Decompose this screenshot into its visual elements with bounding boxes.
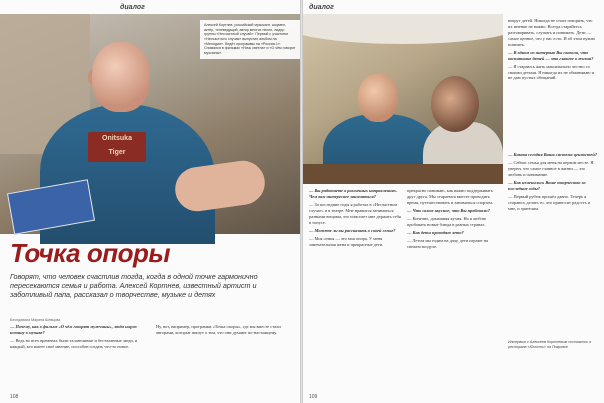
answer: прекрасно понимаю, как важно поддерживать друг друга. Мы стараемся вместе проводить время, путешествовать и заниматься спортом. <box>407 188 493 205</box>
question: — Как дети проводят лето? <box>407 229 464 235</box>
author-credit: Беседовала Марина Шевцова <box>10 318 61 322</box>
bio-box: Алексей Кортнев, российский музыкант, шоумен, актёр, телеведущий, автор многих песен, лидер группы «Несчастный случай». Первый с участием «Несчастного случая» выпустил альбом на «Мелодии». Ведёт программы на «Россия-1». Снимался в фильмах «Ночь светла» и «О чём говорят мужчины». <box>200 20 300 59</box>
answer: — Сейчас семья для меня на первом месте. Я уверен, что самое главное в жизни — это любовь и понимание. <box>508 159 594 177</box>
person-head <box>92 42 150 112</box>
column-a <box>309 188 403 388</box>
question: — Как изменилось Ваше творчество за последние годы? <box>508 179 586 191</box>
answer: вокруг детей. Никогда не стоит говорить, что их мнение не важно. Всегда старайтесь разговаривать, слушать и понимать. Дети — самое ценное, что у нас есть. И об этом нужно помнить. <box>508 18 596 47</box>
left-page <box>0 0 300 403</box>
right-page <box>303 0 604 403</box>
table <box>303 164 503 184</box>
answer: — За последние годы я работал в «Несчастном случае» и в театре. Мне нравится заниматься разными вещами, это помогает мне держать себя в тонусе. <box>309 201 401 225</box>
tshirt-logo: Onitsuka Tiger <box>88 132 146 162</box>
answer: — Первый рубеж прошёл давно. Теперь я стараюсь делать то, что приносит радость и мне, и зрителям. <box>508 193 591 211</box>
question: — Можете ли вы рассказать о своей семье? <box>309 227 396 233</box>
column-b <box>407 188 501 388</box>
answer: Ну, вот, например, программа «Точка опоры», где мы вместе стали авторами, которые пишут о том, что они думают по-настоящему. <box>156 324 281 335</box>
answer: — Конечно, домашняя кухня. Но я люблю пробовать новые блюда в разных странах. <box>407 215 487 227</box>
answer: — Я стараюсь жить максимально честно со своими детьми. Я никогда их не обманываю и не даю пустых обещаний. <box>508 63 594 81</box>
answer: — Летом мы ездим на дачу, дети играют на свежем воздухе. <box>407 237 489 249</box>
answer: — Моя семья — это моя опора. У меня замечательная жена и прекрасные дети. <box>309 235 384 247</box>
umbrella <box>303 14 503 44</box>
question: — Какова сегодня Ваша система ценностей? <box>508 152 597 157</box>
side-column <box>508 18 598 148</box>
interviewer-head <box>431 76 479 132</box>
answer: — Ведь во всех временах были талантливые и бесталанные люди, и каждый, кто имеет своё мнение, способен создать что-то новое. <box>10 337 138 349</box>
question: — В одном из интервью Вы сказали, что воспитание детей — это главное в жизни? <box>508 49 594 61</box>
section-label: диалог <box>309 4 334 11</box>
lead-paragraph: Говорят, что человек счастлив тогда, когда в одной точке гармонично пересекаются семья и работа. Алексей Кортнев, известный артист и заботливый папа, рассказал о творчестве, музыке и детях <box>10 272 258 300</box>
photo-caption: Интервью с Алексеем Кортневым состоялось в ресторане «Юность» на Покровке <box>508 340 592 349</box>
article-columns <box>10 324 294 390</box>
page-number: 109 <box>309 394 318 400</box>
question: — Почему, как в фильме «О чём говорят мужчины», люди ищут истину в музыке? <box>10 324 137 335</box>
person-head <box>358 74 398 122</box>
question: — Что самое вкусное, что Вы пробовали? <box>407 207 490 213</box>
section-label: диалог <box>120 4 145 11</box>
question: — Вы работаете в различных направлениях. Чем вам интереснее заниматься? <box>309 188 398 199</box>
column-c <box>508 152 598 337</box>
page-number: 108 <box>10 394 19 400</box>
interview-photo <box>303 14 503 184</box>
headline: Точка опоры <box>10 238 171 268</box>
